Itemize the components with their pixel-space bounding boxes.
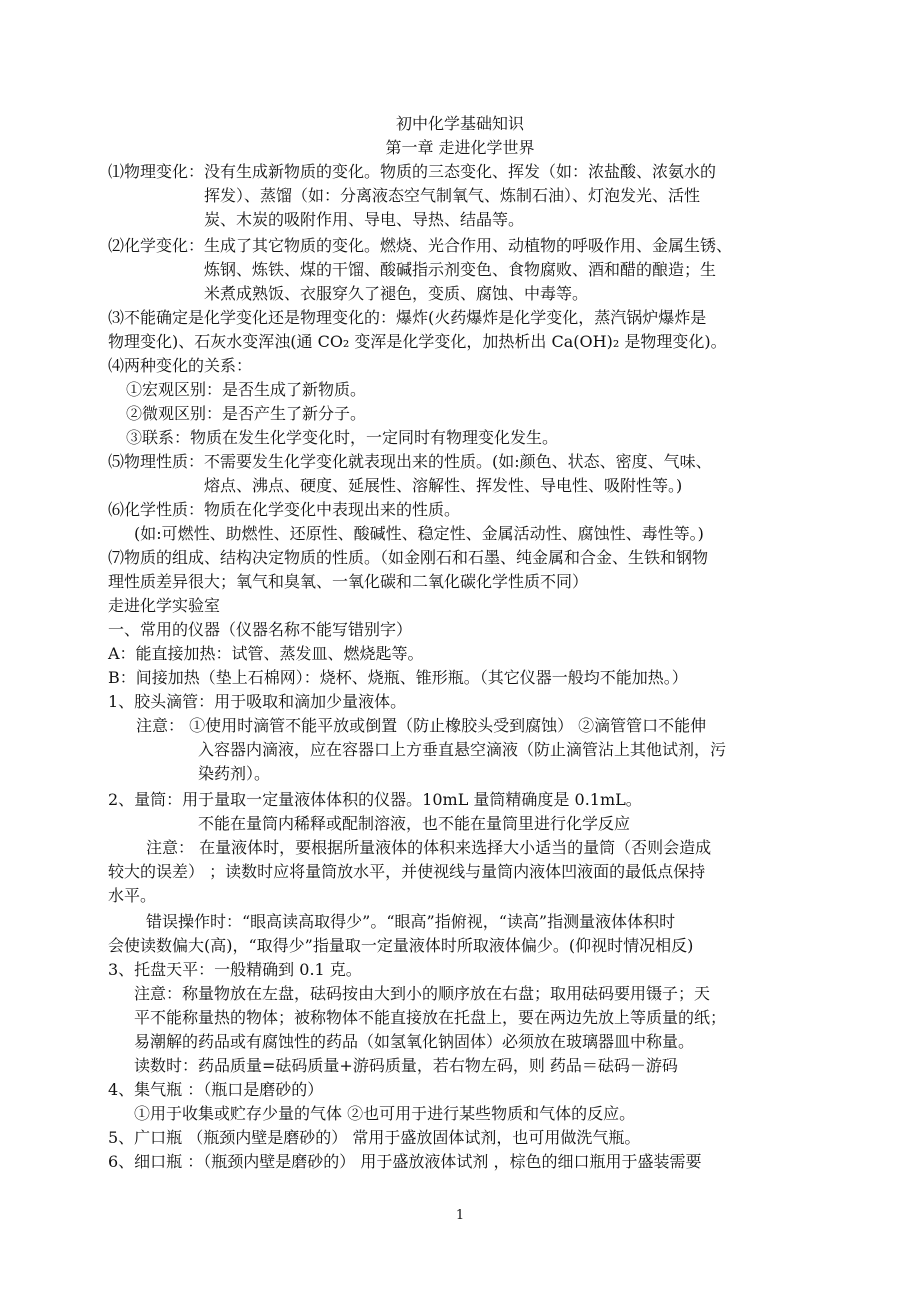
text-line: 1、胶头滴管：用于吸取和滴加少量液体。 [108, 692, 407, 711]
text-line: 熔点、沸点、硬度、延展性、溶解性、挥发性、导电性、吸附性等。) [204, 476, 683, 495]
text-line: ②微观区别：是否产生了新分子。 [126, 404, 367, 423]
text-line: ⑵化学变化：生成了其它物质的变化。燃烧、光合作用、动植物的呼吸作用、金属生锈、 [108, 236, 733, 255]
section-heading: 一、常用的仪器（仪器名称不能写错别字） [108, 620, 413, 639]
text-line: (如:可燃性、助燃性、还原性、酸碱性、稳定性、金属活动性、腐蚀性、毒性等。) [134, 524, 704, 543]
text-line: 较大的误差） ；读数时应将量筒放水平，并使视线与量筒内液体凹液面的最低点保持 [108, 862, 706, 881]
text-line: 3、托盘天平：一般精确到 0.1 克。 [108, 960, 362, 979]
page-number: 1 [455, 1208, 465, 1223]
text-line: 挥发）、蒸馏（如：分离液态空气制氧气、炼制石油）、灯泡发光、活性 [204, 186, 701, 205]
text-line: 注意： 在量液体时，要根据所量液体的体积来选择大小适当的量筒（否则会造成 [146, 838, 712, 857]
text-line: ⑹化学性质：物质在化学变化中表现出来的性质。 [108, 500, 461, 519]
text-line: 米煮成熟饭、衣服穿久了褪色，变质、腐蚀、中毒等。 [204, 284, 589, 303]
text-line: ⑴物理变化：没有生成新物质的变化。物质的三态变化、挥发（如：浓盐酸、浓氨水的 [108, 162, 717, 181]
text-line: 不能在量筒内稀释或配制溶液，也不能在量筒里进行化学反应 [198, 814, 631, 833]
text-line: 炭、木炭的吸附作用、导电、导热、结晶等。 [204, 210, 525, 229]
text-line: 染药剂）。 [198, 764, 271, 783]
text-line: ⑸物理性质：不需要发生化学变化就表现出来的性质。(如:颜色、状态、密度、气味、 [108, 452, 712, 471]
text-line: 易潮解的药品或有腐蚀性的药品（如氢氧化钠固体）必须放在玻璃器皿中称量。 [134, 1032, 695, 1051]
text-line: ⑺物质的组成、结构决定物质的性质。（如金刚石和石墨、纯金属和合金、生铁和钢物 [108, 548, 709, 567]
text-line: ①宏观区别：是否生成了新物质。 [126, 380, 367, 399]
text-line: A：能直接加热：试管、蒸发皿、燃烧匙等。 [108, 644, 424, 663]
text-line: 平不能称量热的物体；被称物体不能直接放在托盘上，要在两边先放上等质量的纸； [134, 1008, 727, 1027]
text-line: 注意：称量物放在左盘，砝码按由大到小的顺序放在右盘；取用砝码要用镊子；天 [134, 984, 711, 1003]
text-line: 注意： ①使用时滴管不能平放或倒置（防止橡胶头受到腐蚀） ②滴管管口不能伸 [136, 716, 707, 735]
text-line: 入容器内滴液，应在容器口上方垂直悬空滴液（防止滴管沾上其他试剂，污 [198, 740, 727, 759]
text-line: B：间接加热（垫上石棉网）：烧杯、烧瓶、锥形瓶。（其它仪器一般均不能加热。） [108, 668, 688, 687]
text-line: 2、量筒：用于量取一定量液体体积的仪器。10mL 量筒精确度是 0.1mL。 [108, 790, 642, 809]
text-line: ⑷两种变化的关系： [108, 356, 253, 375]
text-line: ⑶不能确定是化学变化还是物理变化的：爆炸(火药爆炸是化学变化，蒸汽锅炉爆炸是 [108, 308, 707, 327]
text-line: 物理变化)、石灰水变浑浊(通 CO₂ 变浑是化学变化，加热析出 Ca(OH)₂ 是物理变化)。 [108, 332, 727, 351]
chapter-heading: 第一章 走进化学世界 [385, 138, 535, 157]
text-line: 理性质差异很大；氧气和臭氧、一氧化碳和二氧化碳化学性质不同） [108, 572, 589, 591]
text-line: 6、细口瓶 ：（瓶颈内壁是磨砂的） 用于盛放液体试剂 ，棕色的细口瓶用于盛装需要 [108, 1152, 702, 1171]
text-line: ①用于收集或贮存少量的气体 ②也可用于进行某些物质和气体的反应。 [134, 1104, 636, 1123]
text-line: ③联系：物质在发生化学变化时，一定同时有物理变化发生。 [126, 428, 559, 447]
text-line: 错误操作时：“眼高读高取得少”。“眼高”指俯视，“读高”指测量液体体积时 [146, 912, 676, 931]
text-line: 读数时：药品质量=砝码质量+游码质量，若右物左码，则 药品＝砝码－游码 [134, 1056, 678, 1075]
text-line: 5、广口瓶 （瓶颈内壁是磨砂的） 常用于盛放固体试剂，也可用做洗气瓶。 [108, 1128, 641, 1147]
text-line: 炼钢、炼铁、煤的干馏、酸碱指示剂变色、食物腐败、酒和醋的酿造；生 [204, 260, 717, 279]
section-heading: 走进化学实验室 [108, 596, 221, 615]
document-title: 初中化学基础知识 [395, 114, 524, 133]
text-line: 会使读数偏大(高)，“取得少”指量取一定量液体时所取液体偏少。(仰视时情况相反) [108, 936, 694, 955]
text-line: 4、集气瓶 ：（瓶口是磨砂的） [108, 1080, 324, 1099]
text-line: 水平。 [108, 886, 157, 905]
